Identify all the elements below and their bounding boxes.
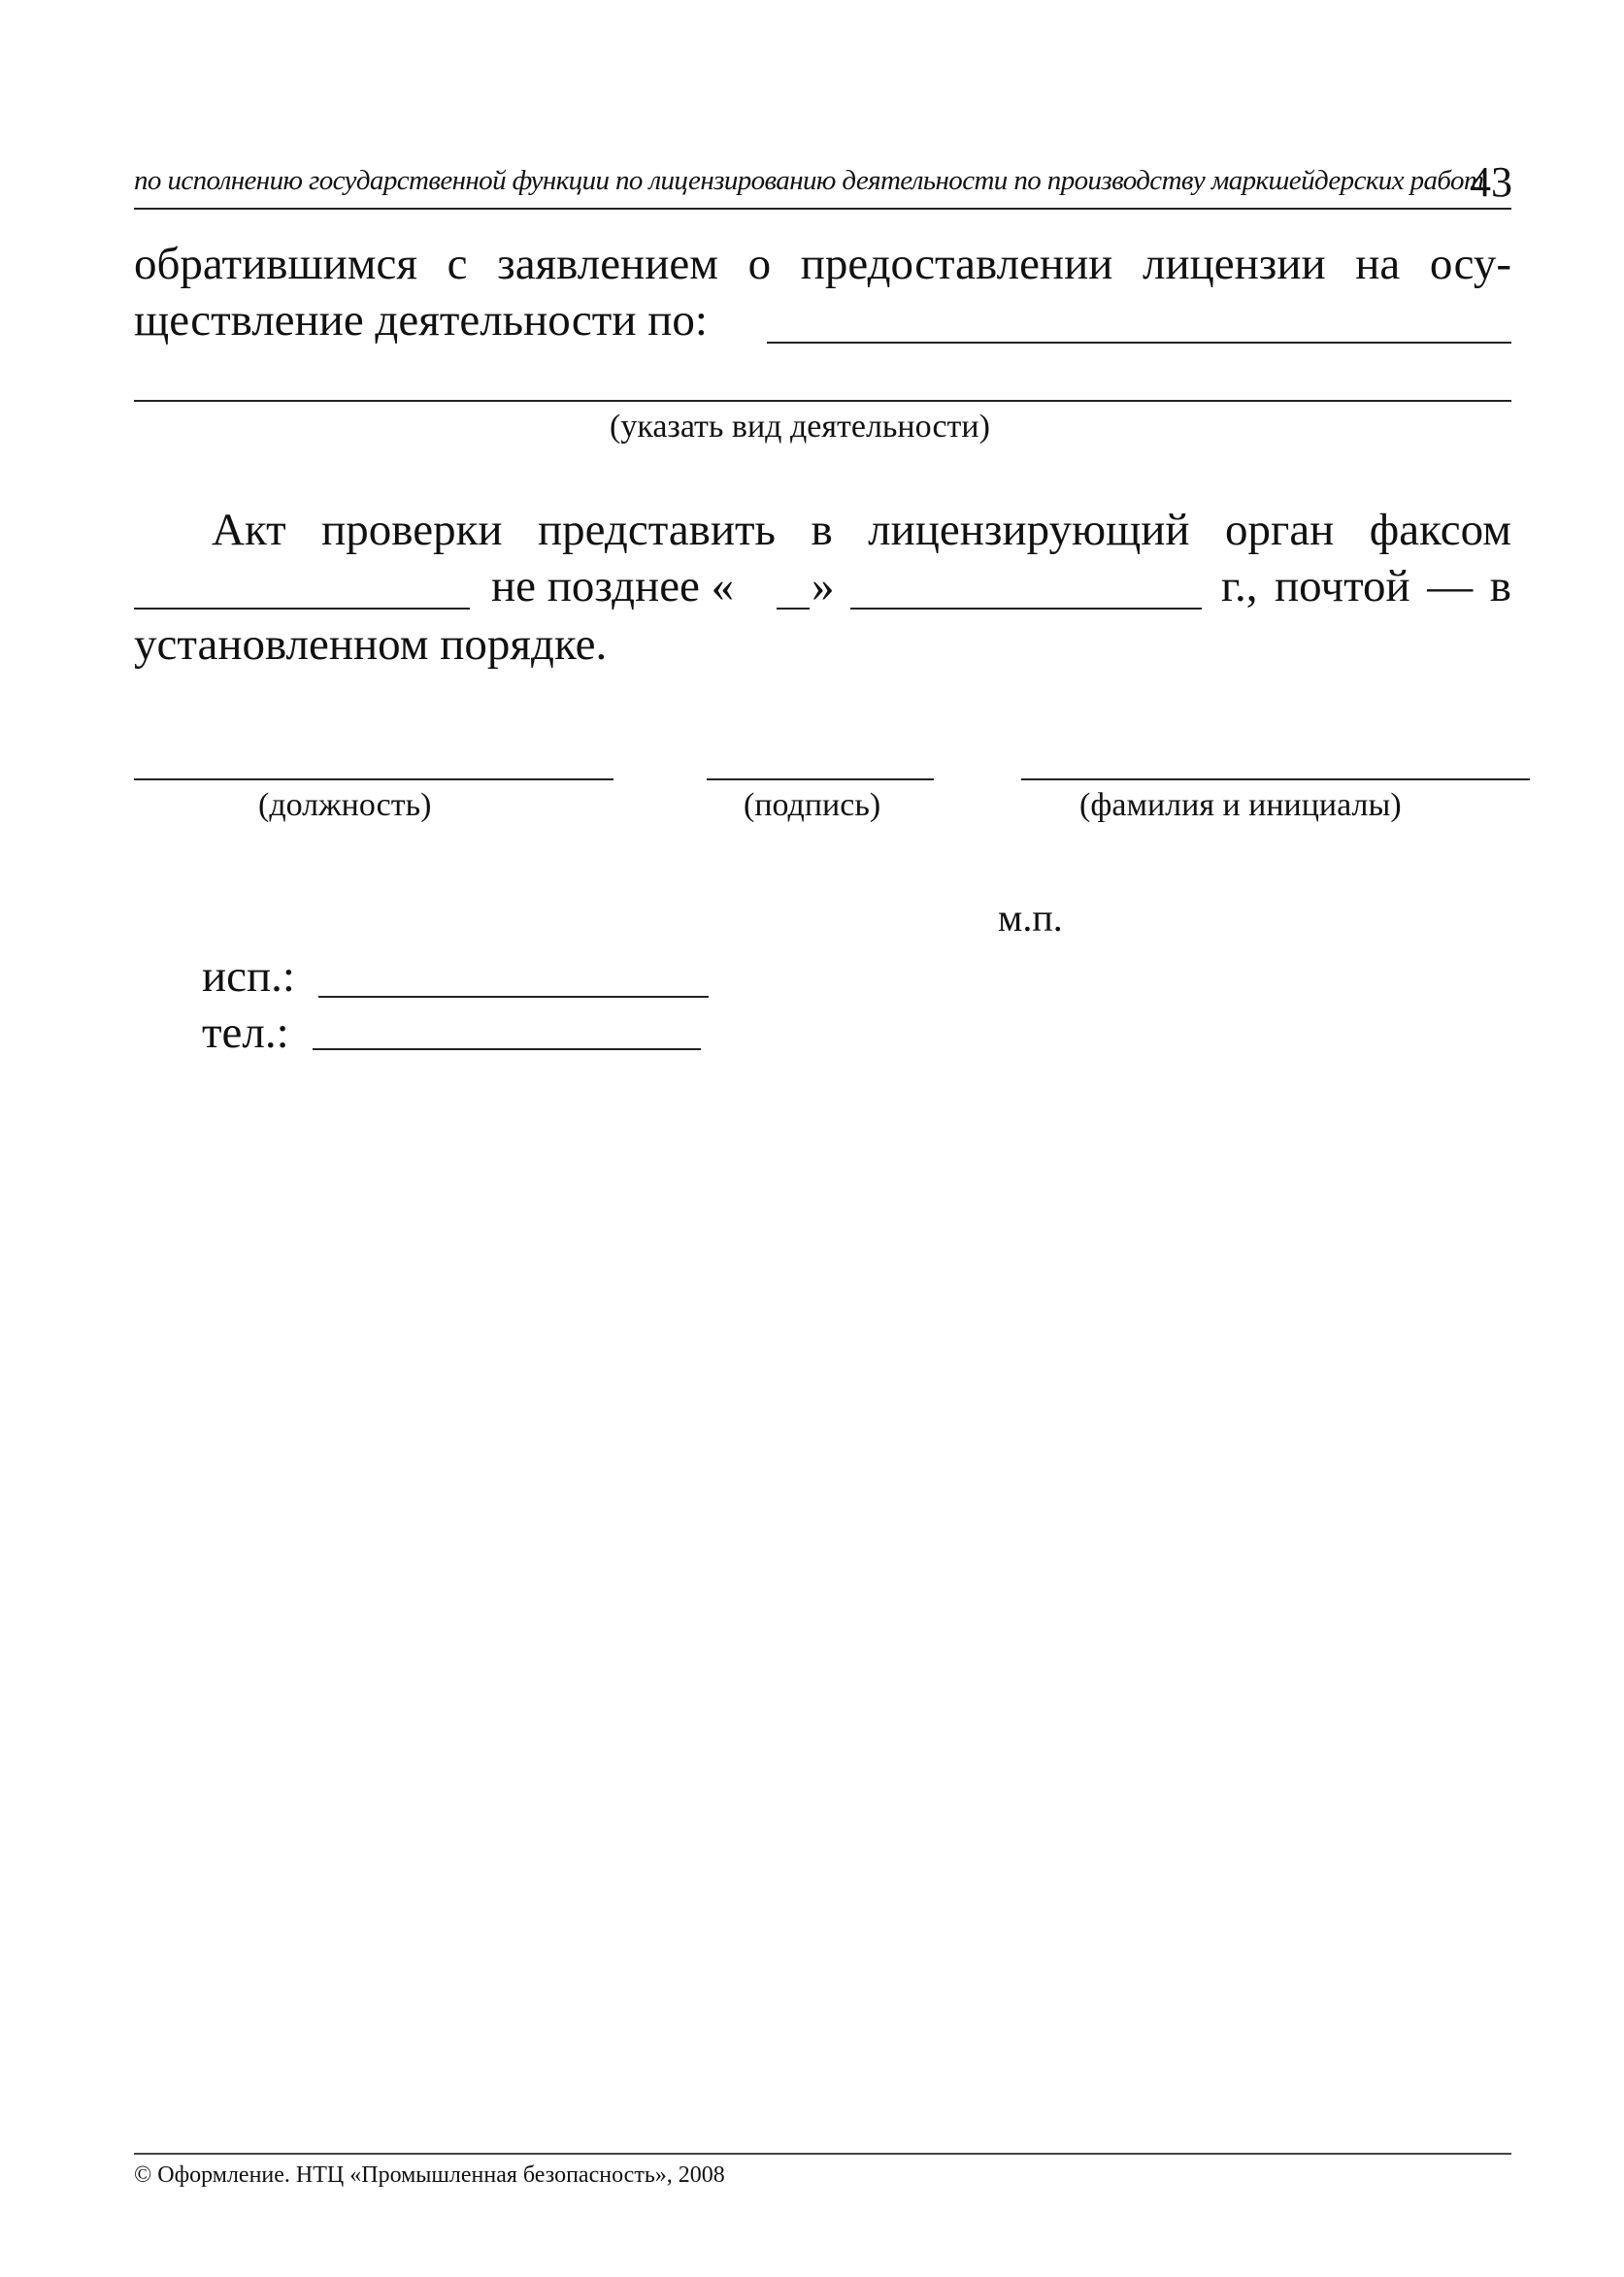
header-divider — [134, 208, 1511, 210]
activity-type-caption: (указать вид деятельности) — [610, 409, 990, 445]
name-blank-line[interactable] — [1021, 778, 1530, 780]
running-header: по исполнению государственной функции по лицензированию деятельности по производству маркшейдерских работ — [134, 165, 1484, 196]
position-blank-line[interactable] — [134, 778, 613, 780]
quote-close: » — [812, 561, 835, 611]
name-caption: (фамилия и инициалы) — [1079, 787, 1402, 823]
phone-blank-line[interactable] — [313, 1048, 701, 1050]
year-post-text: г., почтой — в — [1221, 561, 1511, 611]
executor-label: исп.: — [202, 951, 295, 1002]
paragraph2-line1: Акт проверки представить в лицензирующий орган факсом — [212, 505, 1511, 555]
page-number: 43 — [1470, 158, 1512, 206]
executor-blank-line[interactable] — [318, 996, 709, 998]
signature-caption: (подпись) — [744, 787, 881, 823]
paragraph2-line3: установленном порядке. — [134, 619, 608, 670]
day-blank-line[interactable] — [777, 608, 810, 610]
phone-label: тел.: — [202, 1007, 289, 1058]
fax-blank-line[interactable] — [134, 608, 470, 610]
footer-copyright: © Оформление. НТЦ «Промышленная безопасность», 2008 — [134, 2162, 725, 2188]
position-caption: (должность) — [258, 787, 432, 823]
stamp-place: м.п. — [998, 896, 1063, 940]
month-blank-line[interactable] — [850, 608, 1202, 610]
signature-blank-line[interactable] — [707, 778, 934, 780]
activity-blank-line-1[interactable] — [767, 342, 1511, 344]
paragraph1-line1: обратившимся с заявлением о предоставлении лицензии на осу- — [134, 239, 1511, 289]
not-later-text: не позднее « — [491, 561, 735, 611]
activity-blank-line-2[interactable] — [134, 400, 1511, 402]
paragraph1-line2: ществление деятельности по: — [134, 295, 708, 346]
footer-divider — [134, 2153, 1511, 2155]
